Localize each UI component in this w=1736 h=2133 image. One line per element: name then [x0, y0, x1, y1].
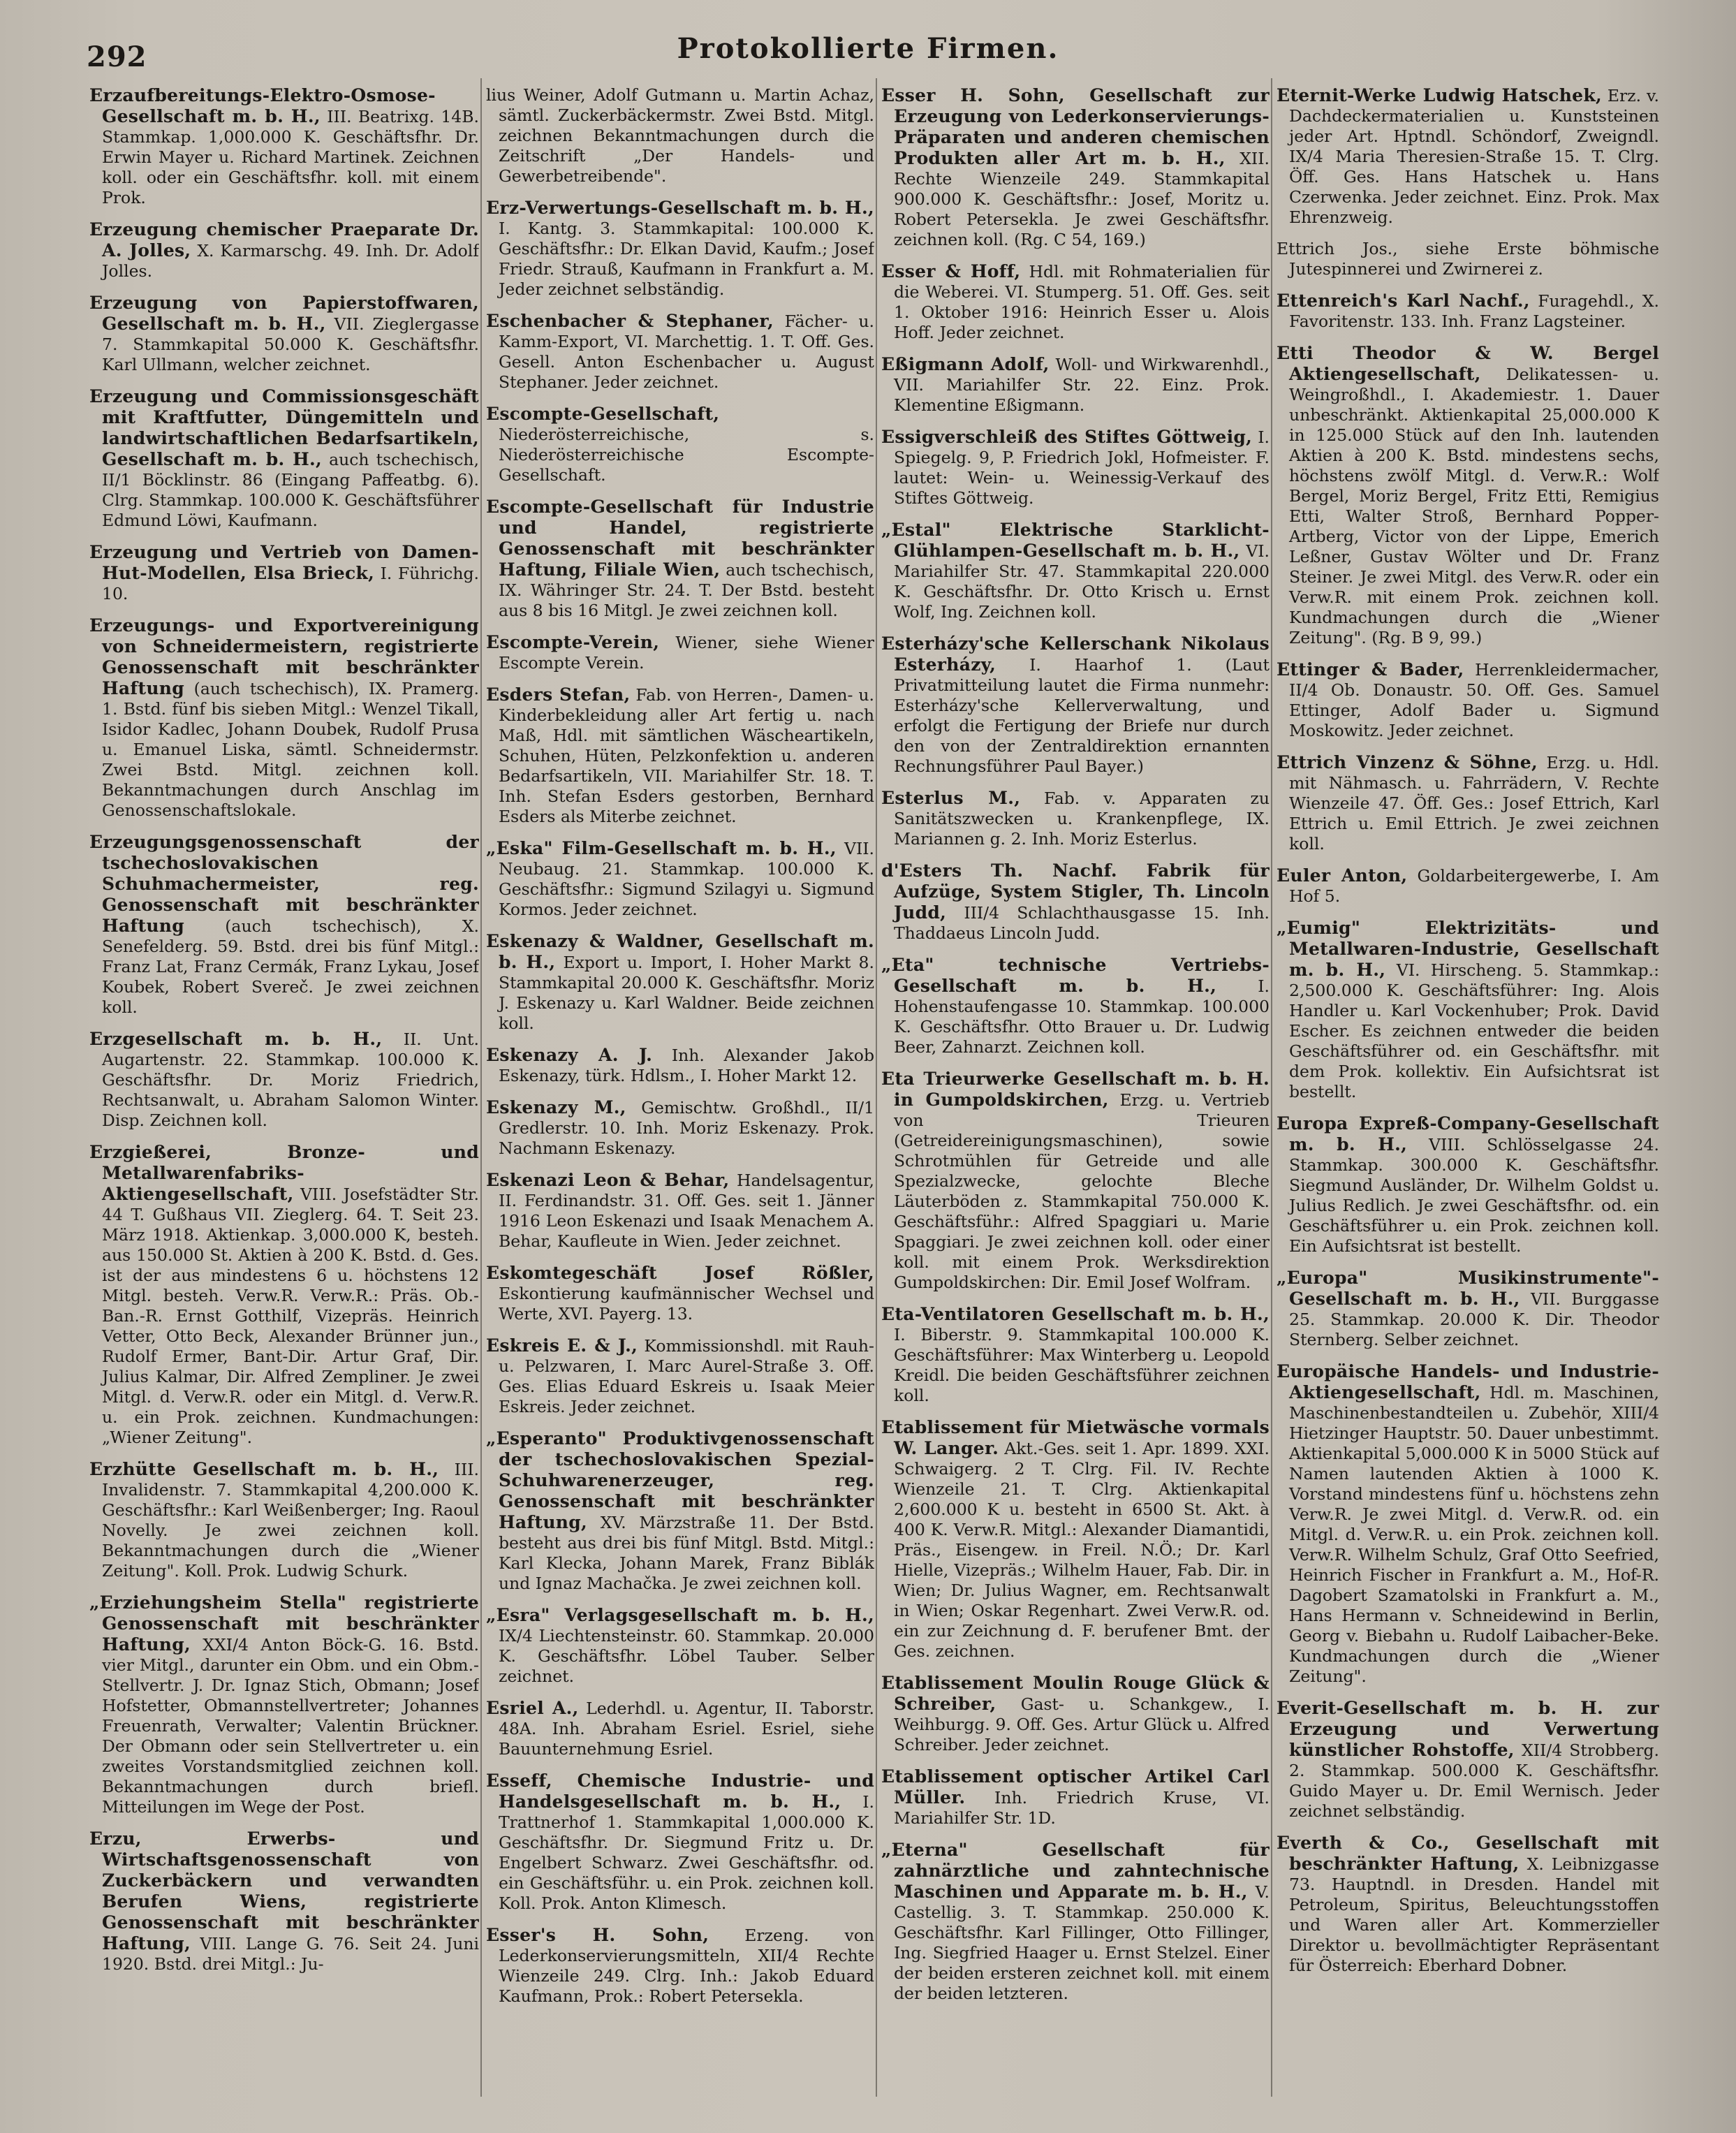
directory-entry — [486, 1605, 874, 1687]
directory-entry — [1277, 1361, 1659, 1687]
firm-details: I. Haarhof 1. (Laut Privatmitteilung lautet die Firma nunmehr: Esterházy'sche Kellerverwaltung, und erfolgt die Fertigung der Briefe nur durch den von der Zentraldirektion ernannten Rechnungsführer Paul Bayer.) — [894, 655, 1270, 776]
firm-details: VIII. Josefstädter Str. 44 T. Gußhaus VII. Zieglerg. 64. T. Seit 23. März 1918. Aktienkap. 3,000.000 K, besteh. aus 150.000 St. Aktien à 200 K. Bstd. d. Ges. ist der aus mindestens 6 u. höchstens 12 Mitgl. besteh. Verw.R. Verw.R.: Präs. Ob.-Ban.-R. Ernst Gotthilf, Vizepräs. Heinrich Vetter, Otto Beck, Alexander Brünner jun., Rudolf Ermer, Bant-Dir. Artur Graf, Dir. Julius Kalmar, Dir. Alfred Zempliner. Je zwei Mitgl. d. Verw.R. oder ein Mitgl. d. Verw.R. u. ein Prok. zeichnen. Kundmachungen: „Wiener Zeitung". — [102, 1185, 479, 1447]
directory-entry — [881, 1417, 1270, 1662]
directory-entry — [486, 1263, 874, 1324]
directory-entry — [1277, 659, 1659, 741]
firm-name: Erzgesellschaft m. b. H., — [89, 1029, 383, 1049]
firm-details: VIII. Schlösselgasse 24. Stammkap. 300.000 K. Geschäftsfhr. Siegmund Ausländer, Dr. Wilhelm Goldst u. Julius Redlich. Je zwei Geschäftsfhr. od. ein Geschäftsführer u. ein Prok. zeichnen koll. Ein Aufsichtsrat ist bestellt. — [1289, 1135, 1659, 1256]
directory-entry — [89, 386, 479, 531]
firm-details: Delikatessen- u. Weingroßhdl., I. Akademiestr. 1. Dauer unbeschränkt. Aktienkapital 25,000.000 K in 125.000 Stück auf den Inh. lautenden Aktien à 200 K. Bstd. mindestens sechs, höchstens zwölf Mitgl. d. Verw.R.: Wolf Bergel, Moriz Bergel, Fritz Etti, Remigius Etti, Walter Stroß, Bernhard Popper-Artberg, Victor von der Lippe, Emerich Leßner, Gustav Wölter und Dr. Franz Steiner. Je zwei Mitgl. des Verw.R. oder ein Verw.R. mit einem Prok. zeichnen koll. Kundmachungen durch die „Wiener Zeitung". (Rg. B 9, 99.) — [1289, 365, 1659, 647]
directory-entry — [881, 955, 1270, 1057]
directory-entry — [881, 354, 1270, 416]
firm-name: Erzeugung und Vertrieb von Damen-Hut-Modellen, Elsa Brieck, — [89, 542, 479, 583]
directory-entry — [881, 427, 1270, 508]
firm-details: Inh. Alexander Jakob Eskenazy, türk. Hdlsm., I. Hoher Markt 12. — [499, 1046, 874, 1085]
firm-details: Wiener, siehe Wiener Escompte Verein. — [499, 633, 874, 673]
directory-entry — [89, 1459, 479, 1581]
firm-name: Everit-Gesellschaft m. b. H. zur Erzeugung und Verwertung künstlicher Rohstoffe, — [1277, 1698, 1659, 1760]
firm-details: Furagehdl., X. Favoritenstr. 133. Inh. Franz Lagsteiner. — [1289, 291, 1659, 331]
firm-details: III. Beatrixg. 14B. Stammkap. 1,000.000 K. Geschäftsfhr. Dr. Erwin Mayer u. Richard Martinek. Zeichnen koll. oder ein Geschäftsfhr. koll. mit einem Prok. — [102, 107, 479, 207]
firm-name: Esser H. Sohn, Gesellschaft zur Erzeugung von Lederkonservierungs-Präparaten und anderen chemischen Produkten aller Art m. b. H., — [881, 85, 1270, 168]
directory-entry — [486, 1335, 874, 1417]
firm-name: Euler Anton, — [1277, 865, 1408, 886]
directory-entry — [89, 1142, 479, 1448]
directory-entry — [881, 1069, 1270, 1293]
firm-details: VIII. Lange G. 76. Seit 24. Juni 1920. Bstd. drei Mitgl.: Ju- — [102, 1934, 479, 1974]
firm-details: Export u. Import, I. Hoher Markt 8. Stammkapital 20.000 K. Geschäftsfhr. Moriz J. Eskenazy u. Karl Waldner. Beide zeichnen koll. — [499, 953, 874, 1033]
firm-name: „Eterna" Gesellschaft für zahnärztliche und zahntechnische Maschinen und Apparate m. b. H., — [881, 1840, 1270, 1902]
firm-details: III/4 Schlachthausgasse 15. Inh. Thaddaeus Lincoln Judd. — [894, 903, 1270, 943]
firm-name: Etablissement optischer Artikel Carl Müller. — [881, 1766, 1270, 1808]
firm-details: VII. Burggasse 25. Stammkap. 20.000 K. Dir. Theodor Sternberg. Selber zeichnet. — [1289, 1289, 1659, 1349]
directory-entry — [1277, 239, 1659, 279]
firm-details: VII. Neubaug. 21. Stammkap. 100.000 K. Geschäftsfhr.: Sigmund Szilagyi u. Sigmund Kormos. Jeder zeichnet. — [499, 839, 874, 919]
directory-entry — [486, 311, 874, 393]
firm-details: Fächer- u. Kamm-Export, VI. Marchettig. 1. T. Off. Ges. Gesell. Anton Eschenbacher u. August Stephaner. Jeder zeichnet. — [499, 311, 874, 392]
directory-entry — [1277, 918, 1659, 1102]
firm-details: VI. Hirscheng. 5. Stammkap.: 2,500.000 K. Geschäftsführer: Ing. Alois Handler u. Karl Vockenhuber; Prok. David Escher. Es zeichnen entweder die beiden Geschäftsführer od. ein Geschäftsfhr. mit dem Prok. kollektiv. Ein Aufsichtsrat ist bestellt. — [1289, 960, 1659, 1101]
directory-entry — [89, 1029, 479, 1131]
firm-details: I. Hohenstaufengasse 10. Stammkap. 100.000 K. Geschäftsfhr. Otto Brauer u. Dr. Ludwig Beer, Zahnarzt. Zeichnen koll. — [894, 976, 1270, 1057]
firm-details: auch tschechisch, II/1 Böcklinstr. 86 (Eingang Paffeatbg. 6). Clrg. Stammkap. 100.000 K. Geschäftsführer Edmund Löwi, Kaufmann. — [102, 450, 479, 530]
firm-name: Europa Expreß-Company-Gesellschaft m. b. H., — [1277, 1113, 1659, 1155]
firm-details: Akt.-Ges. seit 1. Apr. 1899. XXI. Schwaigerg. 2 T. Clrg. Fil. IV. Rechte Wienzeile 21. T. Clrg. Aktienkapital 2,600.000 K u. besteht in 6500 St. Akt. à 400 K. Verw.R. Mitgl.: Alexander Diamantidi, Präs., Eisengew. in Freil. N.Ö.; Dr. Karl Hielle, Vizepräs.; Wilhelm Hauer, Fab. Dir. in Wien; Dr. Julius Wagner, em. Rechtsanwalt in Wien; Oskar Regenhart. Zwei Verw.R. od. ein zur Zeichnung d. F. berufener Bmt. der Ges. zeichnen. — [894, 1439, 1270, 1661]
firm-details: XXI/4 Anton Böck-G. 16. Bstd. vier Mitgl., darunter ein Obm. und ein Obm.-Stellvertr. J. Dr. Ignaz Stich, Obmann; Josef Hofstetter, Obmannstellvertreter; Johannes Freuenrath, Verwalter; Valentin Brückner. Der Obmann oder sein Stellvertreter u. ein zweites Vorstandsmitglied zeichnen koll. Bekanntmachungen durch briefl. Mitteilungen im Wege der Post. — [102, 1635, 479, 1817]
directory-entry — [486, 632, 874, 673]
firm-name: Eskenazy & Waldner, Gesellschaft m. b. H., — [486, 931, 874, 972]
firm-name: Ettenreich's Karl Nachf., — [1277, 291, 1530, 311]
firm-name: Esser & Hoff, — [881, 261, 1021, 281]
column-4 — [1277, 85, 1659, 2104]
firm-details: IX/4 Liechtensteinstr. 60. Stammkap. 20.000 K. Geschäftsfhr. Löbel Tauber. Selber zeichnet. — [499, 1626, 874, 1686]
column-rule — [480, 78, 482, 2097]
firm-details: Erzg. u. Vertrieb von Trieuren (Getreidereinigungsmaschinen), sowie Schrotmühlen für Getreide und alle Spezialzwecke, gelochte Bleche Läuterböden z. Stammkapital 750.000 K. Geschäftsführ.: Alfred Spaggiari u. Marie Spaggiari. Je zwei zeichnen koll. oder einer koll. mit einem Prok. Werksdirektion Gumpoldskirchen: Dir. Emil Josef Wolfram. — [894, 1090, 1270, 1292]
page-number: 292 — [87, 41, 147, 73]
directory-entry — [1277, 1268, 1659, 1350]
firm-details: auch tschechisch, IX. Währinger Str. 24. T. Der Bstd. besteht aus 8 bis 16 Mitgl. Je zwei zeichnen koll. — [499, 560, 874, 620]
firm-name: Erz-Verwertungs-Gesellschaft m. b. H., — [486, 198, 874, 218]
firm-name: Everth & Co., Gesellschaft mit beschränkter Haftung, — [1277, 1833, 1659, 1874]
firm-name: „Estal" Elektrische Starklicht-Glühlampen-Gesellschaft m. b. H., — [881, 520, 1270, 561]
firm-name: Eskenazi Leon & Behar, — [486, 1170, 730, 1190]
firm-details: lius Weiner, Adolf Gutmann u. Martin Achaz, sämtl. Zuckerbäckermstr. Zwei Bstd. Mitgl. zeichnen Bekanntmachungen durch die Zeitschrift „Der Handels- und Gewerbetreibende". — [486, 85, 874, 186]
firm-details: Erzg. u. Hdl. mit Nähmasch. u. Fahrrädern, V. Rechte Wienzeile 47. Öff. Ges.: Josef Ettrich, Karl Ettrich u. Emil Ettrich. Je zwei zeichnen koll. — [1289, 753, 1659, 853]
directory-entry — [486, 1045, 874, 1086]
directory-entry — [486, 931, 874, 1034]
firm-details: Woll- und Wirkwarenhdl., VII. Mariahilfer Str. 22. Einz. Prok. Klementine Eßigmann. — [894, 355, 1270, 415]
directory-entry — [1277, 343, 1659, 648]
directory-entry — [881, 1840, 1270, 2004]
directory-entry — [1277, 752, 1659, 854]
firm-name: Eßigmann Adolf, — [881, 354, 1050, 374]
firm-details: VII. Zieglergasse 7. Stammkapital 50.000 K. Geschäftsfhr. Karl Ullmann, welcher zeichnet. — [102, 314, 479, 374]
firm-details: Gast- u. Schankgew., I. Weihburgg. 9. Off. Ges. Artur Glück u. Alfred Schreiber. Jeder zeichnet. — [894, 1694, 1270, 1754]
column-1 — [89, 85, 479, 2104]
firm-name: Esterházy'sche Kellerschank Nikolaus Esterházy, — [881, 633, 1270, 675]
firm-name: Eschenbacher & Stephaner, — [486, 311, 774, 331]
firm-name: Esser's H. Sohn, — [486, 1925, 709, 1945]
directory-entry — [486, 85, 874, 186]
firm-name: Erzeugung von Papierstoffwaren, Gesellschaft m. b. H., — [89, 293, 479, 334]
directory-entry — [1277, 291, 1659, 332]
firm-details: Kommissionshdl. mit Rauh- u. Pelzwaren, I. Marc Aurel-Straße 3. Off. Ges. Elias Eduard Eskreis u. Isaak Meier Eskreis. Jeder zeichnet. — [499, 1336, 874, 1416]
directory-entry — [1277, 85, 1659, 228]
directory-entry — [89, 832, 479, 1018]
firm-details: II. Unt. Augartenstr. 22. Stammkap. 100.000 K. Geschäftsfhr. Dr. Moriz Friedrich, Rechtsanwalt, u. Abraham Salomon Winter. Disp. Zeichnen koll. — [102, 1029, 479, 1130]
firm-name: Erzaufbereitungs-Elektro-Osmose-Gesellschaft m. b. H., — [89, 85, 436, 126]
firm-name: Erzhütte Gesellschaft m. b. H., — [89, 1459, 439, 1479]
firm-name: „Europa" Musikinstrumente"-Gesellschaft m. b. H., — [1277, 1268, 1659, 1309]
firm-details: Herrenkleidermacher, II/4 Ob. Donaustr. 50. Off. Ges. Samuel Ettinger, Adolf Bader u. Sigmund Moskowitz. Jeder zeichnet. — [1289, 660, 1659, 740]
directory-entry — [89, 1828, 479, 1974]
directory-entry — [89, 85, 479, 208]
firm-details: XV. Märzstraße 11. Der Bstd. besteht aus drei bis fünf Mitgl. Bstd. Mitgl.: Karl Klecka, Johann Marek, Franz Biblák und Ignaz Machačka. Je zwei zeichnen koll. — [499, 1513, 874, 1593]
column-rule — [1271, 78, 1272, 2097]
firm-name: Etablissement Moulin Rouge Glück & Schreiber, — [881, 1673, 1270, 1714]
firm-details: Handelsagentur, II. Ferdinandstr. 31. Off. Ges. seit 1. Jänner 1916 Leon Eskenazi und Isaak Menachem A. Behar, Kaufleute in Wien. Jeder zeichnet. — [499, 1171, 874, 1251]
directory-entry — [486, 684, 874, 827]
firm-details: Fab. v. Apparaten zu Sanitätszwecken u. Krankenpflege, IX. Mariannen g. 2. Inh. Moriz Esterlus. — [894, 789, 1270, 849]
firm-details: Hdl. m. Maschinen, Maschinenbestandteilen u. Zubehör, XIII/4 Hietzinger Hauptstr. 50. Dauer unbestimmt. Aktienkapital 5,000.000 K in 5000 Stück auf Namen lautenden Aktien à 1000 K. Vorstand mindestens fünf u. höchstens zehn Verw.R. Je zwei Mitgl. d. Verw.R. od. ein Mitgl. d. Verw.R. u. ein Prok. zeichnen koll. Verw.R. Wilhelm Schulz, Graf Otto Seefried, Heinrich Fischer in Frankfurt a. M., Hof-R. Dagobert Szamatolski in Frankfurt a. M., Hans Hermann v. Schneidewind in Berlin, Georg v. Biebahn u. Rudolf Laibacher-Beke. Kundmachungen durch die „Wiener Zeitung". — [1289, 1383, 1659, 1686]
firm-name: „Eumig" Elektrizitäts- und Metallwaren-Industrie, Gesellschaft m. b. H., — [1277, 918, 1659, 980]
firm-details: I. Spiegelg. 9, P. Friedrich Jokl, Hofmeister. F. lautet: Wein- u. Weinessig-Verkauf des Stiftes Göttweig. — [894, 427, 1270, 508]
page-title: Protokollierte Firmen. — [677, 32, 1059, 65]
firm-name: Etablissement für Mietwäsche vormals W. Langer. — [881, 1417, 1270, 1458]
firm-name: „Erziehungsheim Stella" registrierte Genossenschaft mit beschränkter Haftung, — [89, 1592, 479, 1655]
firm-details: XII/4 Strobberg. 2. Stammkap. 500.000 K. Geschäftsfhr. Guido Mayer u. Dr. Emil Wernisch. Jeder zeichnet selbständig. — [1289, 1740, 1659, 1821]
firm-details: (auch tschechisch), X. Senefelderg. 59. Bstd. drei bis fünf Mitgl.: Franz Lat, Franz Cermák, Franz Lykau, Josef Koubek, Robert Svereč. Je zwei zeichnen koll. — [102, 916, 479, 1017]
firm-name: „Esra" Verlagsgesellschaft m. b. H., — [486, 1605, 874, 1625]
firm-name: Esders Stefan, — [486, 684, 631, 705]
firm-details: V. Castellig. 3. T. Stammkap. 250.000 K. Geschäftsfhr. Karl Fillinger, Otto Fillinger, Ing. Siegfried Haager u. Ernst Stelzel. Einer der beiden ersteren zeichnet koll. mit einem der beiden letzteren. — [894, 1882, 1270, 2003]
firm-name: Esriel A., — [486, 1698, 579, 1718]
directory-entry — [486, 1428, 874, 1594]
directory-entry — [486, 497, 874, 621]
firm-details: Eskontierung kaufmännischer Wechsel und Werte, XVI. Payerg. 13. — [499, 1284, 874, 1324]
directory-entry — [881, 261, 1270, 343]
firm-name: Eskreis E. & J., — [486, 1335, 638, 1356]
firm-name: Eta-Ventilatoren Gesellschaft m. b. H., — [881, 1304, 1270, 1324]
firm-name: Esterlus M., — [881, 788, 1021, 808]
firm-name: Erzu, Erwerbs- und Wirtschaftsgenossenschaft von Zuckerbäckern und verwandten Berufen Wiens, registrierte Genossenschaft mit beschränkter Haftung, — [89, 1828, 479, 1954]
directory-entry — [881, 788, 1270, 849]
directory-entry — [89, 293, 479, 375]
directory-entry — [881, 1673, 1270, 1755]
firm-name: Escompte-Gesellschaft, — [486, 404, 720, 424]
directory-entry — [1277, 865, 1659, 907]
directory-entry — [881, 520, 1270, 622]
firm-details: Erz. v. Dachdeckermaterialien u. Kunststeinen jeder Art. Hptndl. Schöndorf, Zweigndl. IX/4 Maria Theresien-Straße 15. T. Clrg. Öff. Ges. Hans Hatschek u. Hans Czerwenka. Jeder zeichnet. Einz. Prok. Max Ehrenzweig. — [1289, 86, 1659, 227]
firm-details: I. Führichg. 10. — [102, 564, 479, 603]
firm-details: Goldarbeitergewerbe, I. Am Hof 5. — [1289, 866, 1659, 906]
firm-name: „Esperanto" Produktivgenossenschaft der tschechoslovakischen Spezial-Schuhwarenerzeuger, reg. Genossenschaft mit beschränkter Haftung, — [486, 1428, 874, 1532]
directory-entry — [881, 85, 1270, 250]
directory-entry — [89, 1592, 479, 1817]
directory-entry — [1277, 1698, 1659, 1822]
firm-name: Eskenazy M., — [486, 1097, 626, 1117]
firm-details: III. Invalidenstr. 7. Stammkapital 4,200.000 K. Geschäftsfhr.: Karl Weißenberger; Ing. Raoul Novelly. Je zwei zeichnen koll. Bekanntmachungen durch die „Wiener Zeitung". Koll. Prok. Ludwig Schurk. — [102, 1460, 479, 1581]
firm-name: „Eska" Film-Gesellschaft m. b. H., — [486, 838, 837, 858]
directory-entry — [881, 1766, 1270, 1828]
firm-details: I. Kantg. 3. Stammkapital: 100.000 K. Geschäftsfhr.: Dr. Elkan David, Kaufm.; Josef Friedr. Strauß, Kaufmann in Frankfurt a. M. Jeder zeichnet selbständig. — [499, 219, 874, 299]
firm-name: Europäische Handels- und Industrie-Aktiengesellschaft, — [1277, 1361, 1659, 1402]
firm-name: Eskenazy A. J. — [486, 1045, 653, 1065]
firm-details: XII. Rechte Wienzeile 249. Stammkapital 900.000 K. Geschäftsfhr.: Josef, Moritz u. Robert Petersekla. Je zwei Geschäftsfhr. zeichnen koll. (Rg. C 54, 169.) — [894, 149, 1270, 249]
firm-details: Erzeng. von Lederkonservierungsmitteln, XII/4 Rechte Wienzeile 249. Clrg. Inh.: Jakob Eduard Kaufmann, Prok.: Robert Petersekla. — [499, 1926, 874, 2006]
directory-entry — [486, 1097, 874, 1159]
firm-name: „Eta" technische Vertriebs-Gesellschaft m. b. H., — [881, 955, 1270, 996]
directory-entry — [486, 404, 874, 485]
directory-entry — [486, 1698, 874, 1759]
directory-entry — [881, 1304, 1270, 1406]
directory-entry — [89, 542, 479, 604]
firm-details: X. Leibnizgasse 73. Hauptndl. in Dresden. Handel mit Petroleum, Spiritus, Beleuchtungsstoffen und Waren aller Art. Kommerzieller Direktor u. bevollmächtigter Repräsentant für Österreich: Eberhard Dobner. — [1289, 1854, 1659, 1975]
firm-name: Erzeugung und Commissionsgeschäft mit Kraftfutter, Düngemitteln und landwirtschaftlichen Bedarfsartikeln, Gesellschaft m. b. H., — [89, 386, 479, 469]
directory-entry — [486, 198, 874, 300]
firm-name: Ettinger & Bader, — [1277, 659, 1464, 680]
firm-name: Escompte-Verein, — [486, 632, 660, 652]
directory-entry — [881, 860, 1270, 944]
firm-details: Gemischtw. Großhdl., II/1 Gredlerstr. 10. Inh. Moriz Eskenazy. Prok. Nachmann Eskenazy. — [499, 1098, 874, 1158]
firm-details: Niederösterreichische, s. Niederösterreichische Escompte-Gesellschaft. — [499, 425, 874, 485]
firm-details: Lederhdl. u. Agentur, II. Taborstr. 48A. Inh. Abraham Esriel. Esriel, siehe Bauunternehmung Esriel. — [499, 1699, 874, 1759]
firm-name: Erzgießerei, Bronze- und Metallwarenfabriks-Aktiengesellschaft, — [89, 1142, 479, 1204]
firm-name: Erzeugung chemischer Praeparate Dr. A. Jolles, — [89, 219, 479, 261]
directory-entry — [486, 1771, 874, 1914]
column-3 — [881, 85, 1270, 2104]
firm-name: d'Esters Th. Nachf. Fabrik für Aufzüge, System Stigler, Th. Lincoln Judd, — [881, 860, 1270, 923]
directory-entry — [89, 615, 479, 821]
firm-name: Ettrich Vinzenz & Söhne, — [1277, 752, 1538, 772]
column-2 — [486, 85, 874, 2104]
firm-details: Inh. Friedrich Kruse, VI. Mariahilfer Str. 1D. — [894, 1788, 1270, 1828]
firm-name: Erzeugungs- und Exportvereinigung von Schneidermeistern, registrierte Genossenschaft mit beschränkter Haftung — [89, 615, 479, 698]
firm-name: Eternit-Werke Ludwig Hatschek, — [1277, 85, 1603, 105]
firm-name: Escompte-Gesellschaft für Industrie und Handel, registrierte Genossenschaft mit beschränkter Haftung, Filiale Wien, — [486, 497, 874, 580]
directory-entry — [1277, 1833, 1659, 1976]
firm-name: Eta Trieurwerke Gesellschaft m. b. H. in Gumpoldskirchen, — [881, 1069, 1270, 1110]
directory-entry — [881, 633, 1270, 777]
firm-name: Esseff, Chemische Industrie- und Handelsgesellschaft m. b. H., — [486, 1771, 874, 1812]
directory-entry — [486, 838, 874, 920]
column-rule — [876, 78, 877, 2097]
firm-details: Hdl. mit Rohmaterialien für die Weberei. VI. Stumperg. 51. Off. Ges. seit 1. Oktober 1916: Heinrich Esser u. Alois Hoff. Jeder zeichnet. — [894, 262, 1270, 342]
firm-name: Essigverschleiß des Stiftes Göttweig, — [881, 427, 1253, 447]
firm-details: X. Karmarschg. 49. Inh. Dr. Adolf Jolles. — [102, 241, 479, 281]
firm-name: Eskomtegeschäft Josef Rößler, — [486, 1263, 874, 1283]
firm-details: VI. Mariahilfer Str. 47. Stammkapital 220.000 K. Geschäftsfhr. Dr. Otto Krisch u. Ernst Wolf, Ing. Zeichnen koll. — [894, 541, 1270, 622]
firm-details: Fab. von Herren-, Damen- u. Kinderbekleidung aller Art fertig u. nach Maß, Hdl. mit sämtlichen Wäscheartikeln, Schuhen, Hüten, Pelzkonfektion u. anderen Bedarfsartikeln, VII. Mariahilfer Str. 18. T. Inh. Stefan Esders gestorben, Bernhard Esders als Miterbe zeichnet. — [499, 685, 874, 826]
directory-entry — [1277, 1113, 1659, 1256]
firm-details: I. Trattnerhof 1. Stammkapital 1,000.000 K. Geschäftsfhr. Dr. Siegmund Fritz u. Dr. Engelbert Schwarz. Zwei Geschäftsfhr. od. ein Geschäftsführ. u. ein Prok. zeichnen koll. Koll. Prok. Anton Klimesch. — [499, 1792, 874, 1913]
firm-name: Etti Theodor & W. Bergel Aktiengesellschaft, — [1277, 343, 1659, 384]
firm-name: Erzeugungsgenossenschaft der tschechoslovakischen Schuhmachermeister, reg. Genossenschaft mit beschränkter Haftung — [89, 832, 479, 936]
firm-details: (auch tschechisch), IX. Pramerg. 1. Bstd. fünf bis sieben Mitgl.: Wenzel Tikall, Isidor Kadlec, Johann Doubek, Rudolf Prusa u. Emanuel Liska, sämtl. Schneidermstr. Zwei Bstd. Mitgl. zeichnen koll. Bekanntmachungen durch Anschlag im Genossenschaftslokale. — [102, 679, 479, 820]
firm-details: I. Biberstr. 9. Stammkapital 100.000 K. Geschäftsführer: Max Winterberg u. Leopold Kreidl. Die beiden Geschäftsführer zeichnen koll. — [894, 1325, 1270, 1405]
directory-entry — [486, 1925, 874, 2007]
directory-entry — [486, 1170, 874, 1252]
directory-entry — [89, 219, 479, 281]
firm-details: Ettrich Jos., siehe Erste böhmische Jutespinnerei und Zwirnerei z. — [1277, 239, 1659, 279]
